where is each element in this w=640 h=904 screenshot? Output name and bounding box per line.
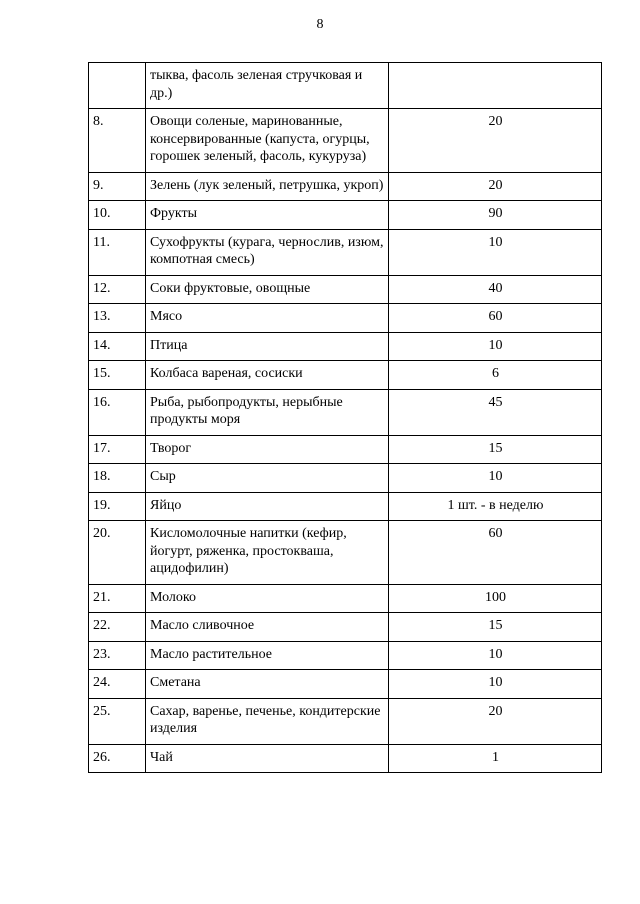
product-name-cell: тыква, фасоль зеленая стручковая и др.) <box>146 63 389 109</box>
table-row <box>89 613 602 642</box>
quantity-cell: 40 <box>389 275 602 304</box>
row-number-cell: 8. <box>89 109 146 173</box>
table-row <box>89 670 602 699</box>
table-row <box>89 229 602 275</box>
product-name-cell: Овощи соленые, маринованные, консервированные (капуста, огурцы, горошек зеленый, фасоль, кукуруза) <box>146 109 389 173</box>
row-number-cell: 23. <box>89 641 146 670</box>
table-row <box>89 389 602 435</box>
table-row <box>89 492 602 521</box>
quantity-cell: 10 <box>389 229 602 275</box>
table-row <box>89 584 602 613</box>
table-row <box>89 464 602 493</box>
quantity-cell: 60 <box>389 304 602 333</box>
product-name-cell: Сухофрукты (курага, чернослив, изюм, компотная смесь) <box>146 229 389 275</box>
product-name-cell: Яйцо <box>146 492 389 521</box>
product-name-cell: Мясо <box>146 304 389 333</box>
quantity-cell: 60 <box>389 521 602 585</box>
quantity-cell: 10 <box>389 641 602 670</box>
table-row <box>89 361 602 390</box>
table-row <box>89 521 602 585</box>
row-number-cell: 14. <box>89 332 146 361</box>
row-number-cell: 9. <box>89 172 146 201</box>
table-row <box>89 698 602 744</box>
product-name-cell: Соки фруктовые, овощные <box>146 275 389 304</box>
product-name-cell: Зелень (лук зеленый, петрушка, укроп) <box>146 172 389 201</box>
row-number-cell: 25. <box>89 698 146 744</box>
table-body <box>89 63 602 773</box>
row-number-cell: 21. <box>89 584 146 613</box>
quantity-cell: 1 <box>389 744 602 773</box>
quantity-cell: 1 шт. - в неделю <box>389 492 602 521</box>
product-name-cell: Кисломолочные напитки (кефир, йогурт, ряженка, простокваша, ацидофилин) <box>146 521 389 585</box>
product-name-cell: Колбаса вареная, сосиски <box>146 361 389 390</box>
row-number-cell: 20. <box>89 521 146 585</box>
product-name-cell: Молоко <box>146 584 389 613</box>
product-name-cell: Сахар, варенье, печенье, кондитерские изделия <box>146 698 389 744</box>
row-number-cell: 10. <box>89 201 146 230</box>
product-name-cell: Сыр <box>146 464 389 493</box>
row-number-cell: 11. <box>89 229 146 275</box>
row-number-cell: 22. <box>89 613 146 642</box>
quantity-cell: 90 <box>389 201 602 230</box>
quantity-cell: 20 <box>389 109 602 173</box>
quantity-cell: 15 <box>389 435 602 464</box>
product-name-cell: Масло сливочное <box>146 613 389 642</box>
page-number: 8 <box>316 17 324 32</box>
quantity-cell: 10 <box>389 332 602 361</box>
row-number-cell: 16. <box>89 389 146 435</box>
table-row <box>89 332 602 361</box>
product-name-cell: Масло растительное <box>146 641 389 670</box>
product-name-cell: Чай <box>146 744 389 773</box>
quantity-cell: 6 <box>389 361 602 390</box>
table-row <box>89 109 602 173</box>
row-number-cell: 19. <box>89 492 146 521</box>
row-number-cell: 13. <box>89 304 146 333</box>
product-name-cell: Рыба, рыбопродукты, нерыбные продукты моря <box>146 389 389 435</box>
quantity-cell: 45 <box>389 389 602 435</box>
row-number-cell: 15. <box>89 361 146 390</box>
quantity-cell: 15 <box>389 613 602 642</box>
table-row <box>89 641 602 670</box>
food-norms-table <box>88 62 602 773</box>
table-row <box>89 275 602 304</box>
quantity-cell <box>389 63 602 109</box>
row-number-cell <box>89 63 146 109</box>
table-row <box>89 172 602 201</box>
quantity-cell: 10 <box>389 670 602 699</box>
product-name-cell: Творог <box>146 435 389 464</box>
quantity-cell: 100 <box>389 584 602 613</box>
product-name-cell: Фрукты <box>146 201 389 230</box>
table-row <box>89 304 602 333</box>
row-number-cell: 24. <box>89 670 146 699</box>
quantity-cell: 20 <box>389 172 602 201</box>
row-number-cell: 18. <box>89 464 146 493</box>
table-row <box>89 435 602 464</box>
row-number-cell: 26. <box>89 744 146 773</box>
row-number-cell: 17. <box>89 435 146 464</box>
quantity-cell: 20 <box>389 698 602 744</box>
quantity-cell: 10 <box>389 464 602 493</box>
product-name-cell: Птица <box>146 332 389 361</box>
table-row <box>89 63 602 109</box>
table-row <box>89 744 602 773</box>
row-number-cell: 12. <box>89 275 146 304</box>
table-row <box>89 201 602 230</box>
product-name-cell: Сметана <box>146 670 389 699</box>
